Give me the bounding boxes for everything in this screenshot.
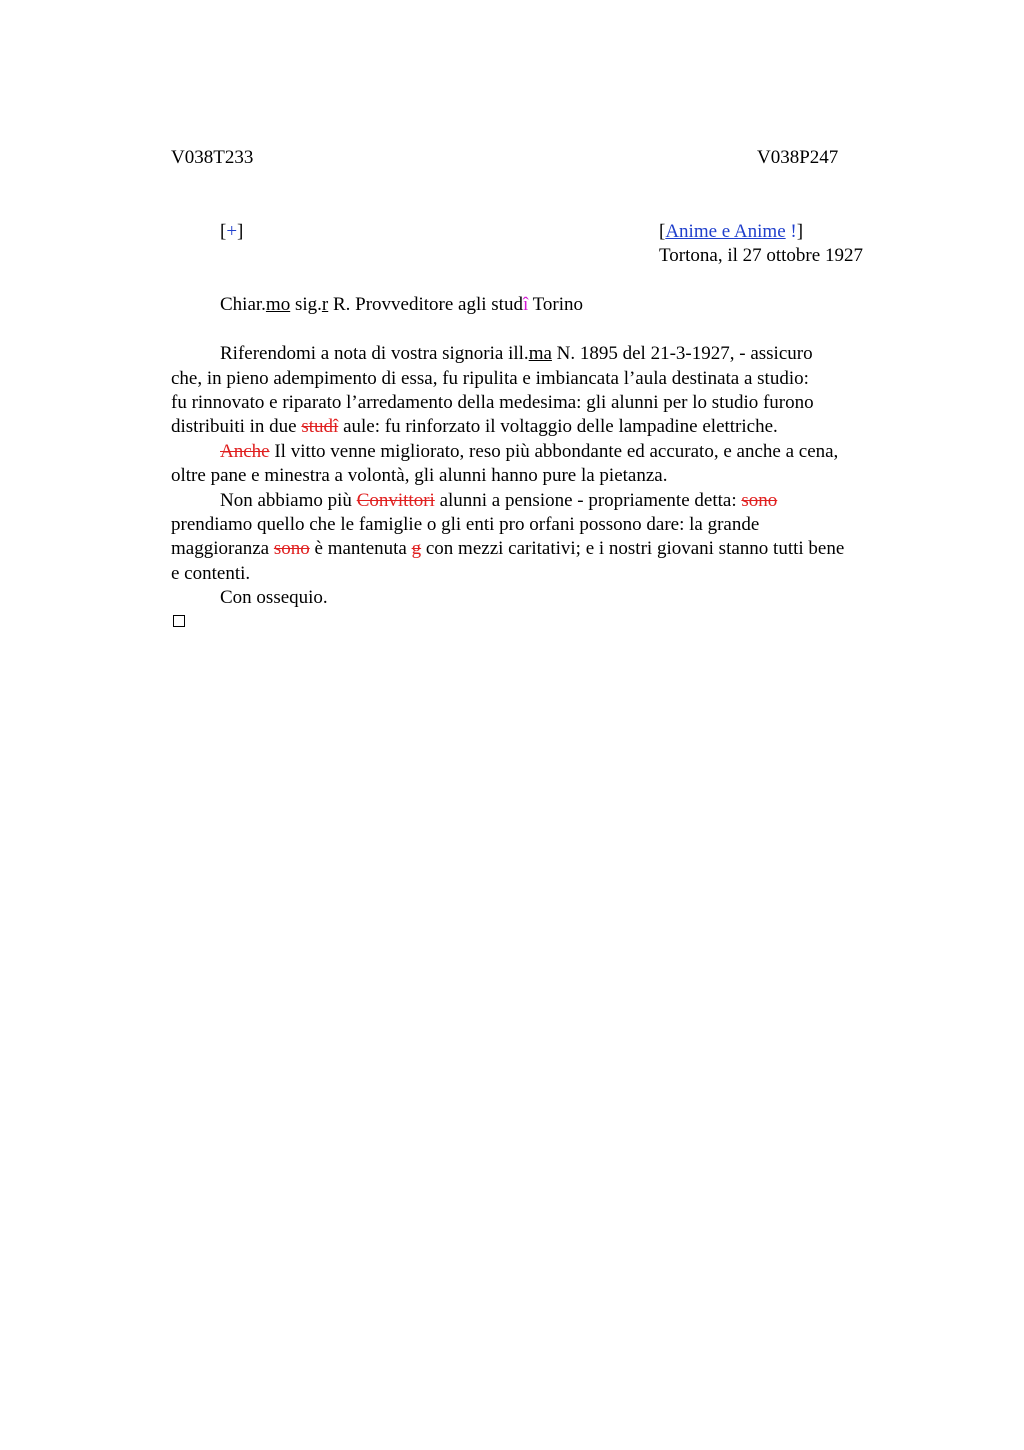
para2-line [220,440,838,464]
text: distribuiti in due [171,416,302,437]
deleted-word: Anche [220,441,270,462]
plus-marker [220,220,243,244]
checkbox-icon[interactable] [173,615,185,627]
bracket-open: [ [659,221,666,242]
text: maggioranza [171,538,274,559]
title-annotation [659,220,803,244]
para1-line [171,415,778,439]
deleted-word: Convittori [356,490,435,511]
text: Non abbiamo più [220,490,357,511]
plus-link[interactable]: + [226,221,238,242]
salutation-part: sig. [290,294,322,315]
para1-line: che, in pieno adempimento di essa, fu ripulita e imbiancata l’aula destinata a studio: [171,368,809,389]
deleted-word: sono [741,490,778,511]
bracket-open: [ [220,221,227,242]
deleted-word: sono [273,538,310,559]
para3-line: e contenti. [171,563,251,584]
bracket-close: ] [796,221,804,242]
salutation-part: R. Provveditore agli stud [328,294,523,315]
salutation-superscript: mo [265,294,291,315]
para3-line [220,489,777,513]
text: N. 1895 del 21-3-1927, - assicuro [551,343,813,364]
salutation-superscript: r [321,294,329,315]
salutation-part: Chiar. [220,294,266,315]
deleted-word: g [411,538,422,559]
text: Riferendomi a nota di vostra signoria ill. [220,343,529,364]
text: aule: fu rinforzato il voltaggio delle lampadine elettriche. [338,416,778,437]
salutation-accent: î [522,294,529,315]
para1-line: fu rinnovato e riparato l’arredamento della medesima: gli alunni per lo studio furono [171,392,814,413]
superscript-abbrev: ma [528,343,552,364]
text: alunni a pensione - propriamente detta: [434,490,742,511]
salutation-part: Torino [528,294,584,315]
para1-line [220,342,813,366]
document-code-left: V038T233 [171,147,254,168]
para2-line: oltre pane e minestra a volontà, gli alunni hanno pure la pietanza. [171,465,668,486]
bracket-close: ] [237,221,244,242]
anime-e-anime-link[interactable]: Anime e Anime [665,221,786,242]
text: è mantenuta [309,538,412,559]
salutation [220,293,583,317]
para3-line: prendiamo quello che le famiglie o gli enti pro orfani possono dare: la grande [171,514,760,535]
text: con mezzi caritativi; e i nostri giovani stanno tutti bene [421,538,845,559]
exclamation-mark: ! [785,221,797,242]
para3-line [171,537,844,561]
deleted-word: studî [301,416,339,437]
dateline: Tortona, il 27 ottobre 1927 [659,245,863,266]
text: Il vitto venne migliorato, reso più abbondante ed accurato, e anche a cena, [269,441,839,462]
document-code-right: V038P247 [757,147,839,168]
closing: Con ossequio. [220,587,328,608]
